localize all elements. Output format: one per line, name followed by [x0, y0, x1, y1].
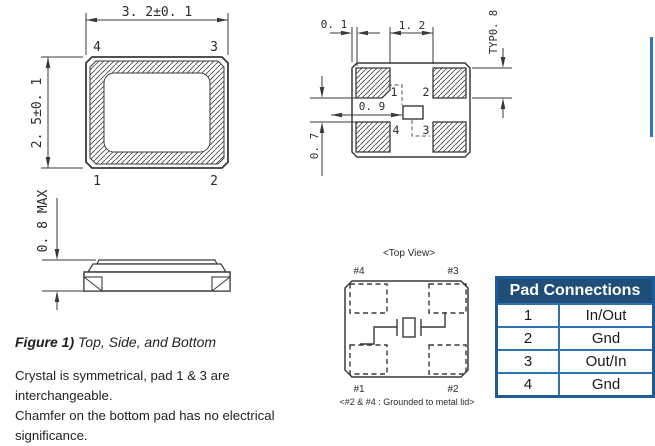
dim-width-label: 3. 2±0. 1	[121, 5, 193, 20]
pad-connections-title: Pad Connections	[498, 279, 652, 303]
pad-connection: Gnd	[560, 374, 652, 395]
figure-notes	[15, 366, 325, 446]
dim-gap-label: 1. 2	[398, 19, 426, 32]
pad-label-1: 1	[93, 174, 101, 189]
center-marker	[403, 106, 423, 119]
table-row	[498, 351, 652, 372]
pad-number: 1	[498, 305, 558, 326]
land-pad-1	[356, 68, 390, 98]
land-pad-label-2: 2	[422, 85, 430, 99]
arrowhead	[46, 157, 51, 168]
land-pad-label-3: 3	[422, 123, 430, 137]
land-pad-2	[433, 68, 466, 98]
arrowhead	[341, 31, 352, 35]
lid-flange	[88, 264, 226, 272]
figure-caption-label: Figure 1)	[15, 334, 75, 350]
arrowhead	[320, 122, 325, 133]
package-side-profile	[84, 260, 230, 291]
bottom-pad-label-3: #3	[447, 266, 459, 277]
bottom-pad-label-1: #1	[353, 384, 365, 395]
table-row	[498, 328, 652, 349]
dim-pad-height	[472, 48, 512, 118]
table-row	[498, 305, 652, 326]
bottom-pad-label-2: #2	[447, 384, 459, 395]
note-line: Crystal is symmetrical, pad 1 & 3 are interchangeable.	[15, 368, 230, 403]
arrowhead	[501, 57, 506, 68]
pad-label-3: 3	[210, 40, 218, 55]
dim-thickness-label: 0. 8 MAX	[36, 189, 51, 253]
arrowhead	[46, 57, 51, 68]
pad-connection: In/Out	[560, 305, 652, 326]
dim-height-label: 2. 5±0. 1	[30, 77, 45, 149]
dim-pad-height-label: TYP0. 8	[488, 9, 500, 55]
arrowhead	[320, 87, 325, 98]
arrowhead	[55, 249, 60, 260]
bottom-pad-label-4: #4	[353, 266, 365, 277]
arrowhead	[217, 18, 228, 23]
package-base	[84, 272, 230, 291]
land-pad-3	[433, 122, 466, 152]
note-line: significance.	[15, 428, 88, 443]
land-pad-label-1: 1	[390, 85, 398, 99]
bottom-view-drawing	[330, 240, 490, 415]
table-row	[498, 374, 652, 395]
land-pad-label-4: 4	[392, 123, 400, 137]
arrowhead	[357, 31, 368, 35]
pad-number: 2	[498, 328, 558, 349]
pad-label-4: 4	[93, 40, 101, 55]
land-pad-4	[356, 122, 390, 152]
dim-vgap	[310, 76, 356, 176]
pad-connections-table	[495, 276, 655, 398]
pad-connection: Out/In	[560, 351, 652, 372]
pad-label-2: 2	[210, 174, 218, 189]
page-edge-artifact	[650, 37, 653, 137]
pad-number: 4	[498, 374, 558, 395]
pad-number: 3	[498, 351, 558, 372]
dim-vgap-label: 0. 7	[308, 132, 321, 160]
note-line: Chamfer on the bottom pad has no electrical	[15, 408, 275, 423]
dim-edge-label: 0. 1	[320, 18, 348, 31]
arrowhead	[86, 18, 97, 23]
arrowhead	[501, 98, 506, 109]
bottom-view-title: <Top View>	[382, 248, 436, 259]
arrowhead	[331, 113, 342, 117]
pad-connection: Gnd	[560, 328, 652, 349]
figure-caption	[15, 334, 216, 350]
dim-offset-label: 0. 9	[358, 100, 386, 113]
figure-caption-title: Top, Side, and Bottom	[74, 334, 217, 350]
dim-edge	[330, 27, 380, 66]
bottom-view-note: <#2 & #4 : Grounded to metal lid>	[339, 397, 475, 407]
arrowhead	[55, 291, 60, 302]
land-pattern-drawing	[300, 0, 530, 200]
dim-height	[41, 57, 83, 168]
